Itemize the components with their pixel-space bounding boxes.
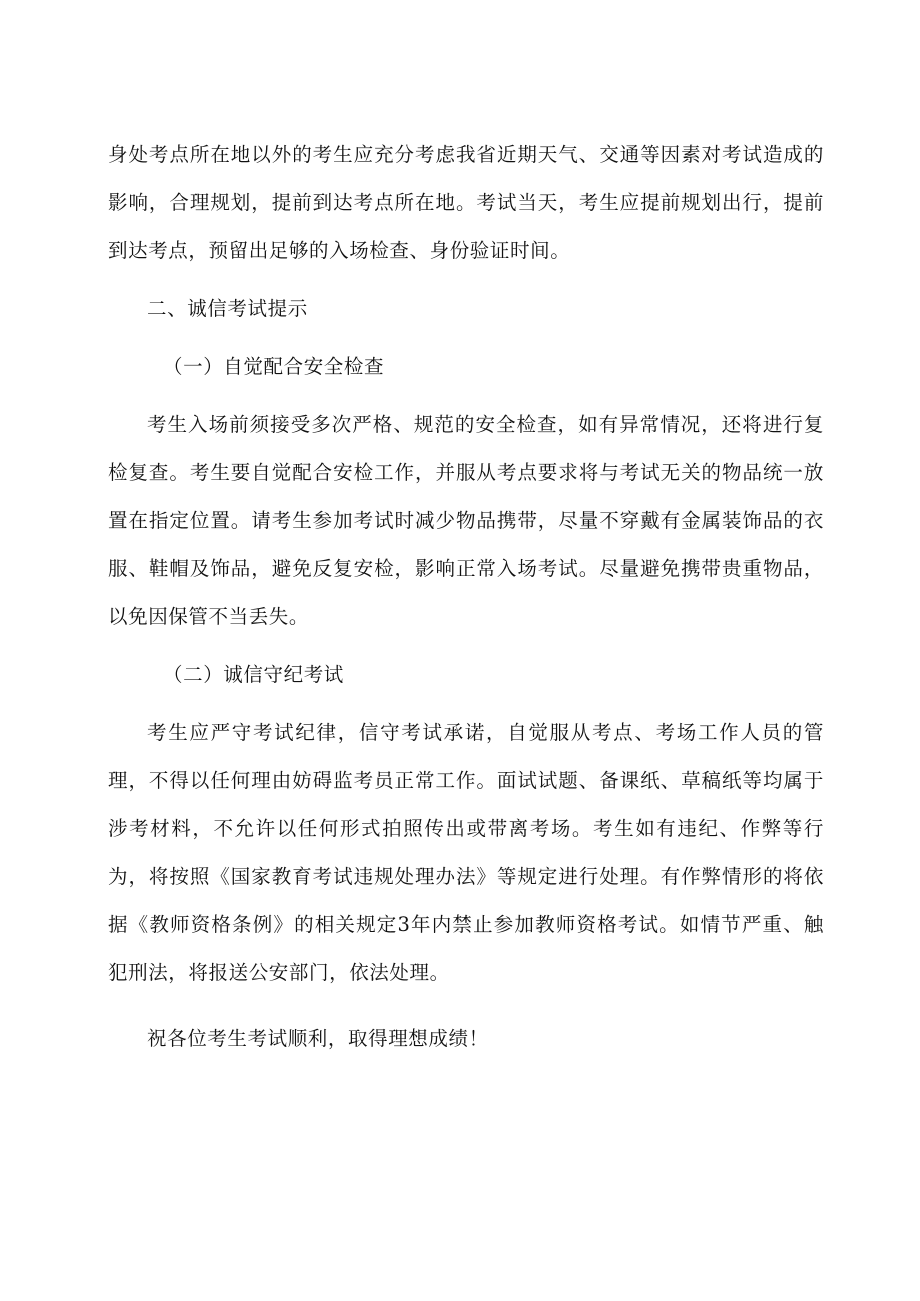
paragraph-closing-wishes: 祝各位考生考试顺利，取得理想成绩！ [147,1027,489,1050]
paragraph-security-check: 考生入场前须接受多次严格、规范的安全检查，如有异常情况，还将进行复检复查。考生要自觉配合安检工作，并服从考点要求将与考试无关的物品统一放置在指定位置。请考生参加考试时减少物品携带，尽量不穿戴有金属装饰品的衣服、鞋帽及饰品，避免反复安检，影响正常入场考试。尽量避免携带贵重物品，以免因保管不当丢失。 [108,413,824,628]
subheading-security-check: （一）自觉配合安全检查 [163,355,385,378]
subheading-exam-discipline: （二）诚信守纪考试 [163,663,344,686]
paragraph-exam-discipline: 考生应严守考试纪律，信守考试承诺，自觉服从考点、考场工作人员的管理，不得以任何理由妨碍监考员正常工作。面试试题、备课纸、草稿纸等均属于涉考材料，不允许以任何形式拍照传出或带离考场。考生如有违纪、作弊等行为，将按照《国家教育考试违规处理办法》等规定进行处理。有作弊情形的将依据《教师资格条例》的相关规定3年内禁止参加教师资格考试。如情节严重、触犯刑法，将报送公安部门，依法处理。 [108,721,824,984]
document-body [108,131,824,1073]
paragraph-travel-planning: 身处考点所在地以外的考生应充分考虑我省近期天气、交通等因素对考试造成的影响，合理规划，提前到达考点所在地。考试当天，考生应提前规划出行，提前到达考点，预留出足够的入场检查、身份验证时间。 [108,143,824,262]
section-heading-integrity-exam: 二、诚信考试提示 [147,297,308,320]
